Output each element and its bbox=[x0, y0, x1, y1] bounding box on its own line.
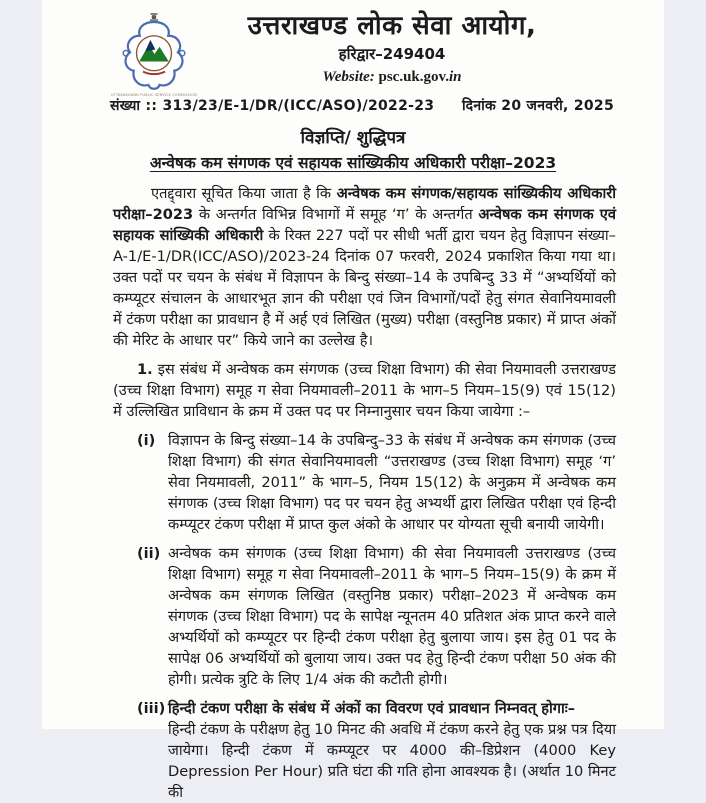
paragraph-1-number: 1. bbox=[137, 361, 153, 378]
emblem-inner-ring bbox=[137, 36, 172, 71]
list-item-ii bbox=[113, 543, 616, 690]
org-name: उत्तराखण्ड लोक सेवा आयोग, bbox=[247, 11, 537, 41]
numbered-paragraph-1 bbox=[113, 359, 616, 422]
website-url-suffix: in bbox=[448, 69, 462, 85]
commission-emblem-icon bbox=[108, 10, 200, 102]
list-item-ii-marker: (ii) bbox=[137, 545, 161, 562]
list-item-iii-text: हिन्दी टंकण के परीक्षण हेतु 10 मिनट की अवधि में टंकण करने हेतु एक प्रश्न पत्र दिया जायेगा। हिन्दी टंकण में कम्प्यूटर पर 4000 की–डिप्रेशन (4000 Key Depression Per Hour) प्रति घंटा की गति होना आवश्यक है। (अर्थात 10 मिनट की bbox=[168, 721, 616, 801]
website-url: psc.uk.gov. bbox=[378, 69, 449, 85]
doc-type-heading: विज्ञप्ति/ शुद्धिपत्र bbox=[300, 128, 406, 148]
list-item-iii bbox=[113, 698, 616, 803]
website-label: Website: bbox=[322, 69, 375, 85]
emblem-caption: UTTARAKHAND PUBLIC SERVICE COMMISSION bbox=[111, 93, 197, 98]
list-item-iii-heading: हिन्दी टंकण परीक्षा के संबंध में अंकों का विवरण एवं प्रावधान निम्नवत् होगाः– bbox=[168, 700, 576, 717]
commission-emblem bbox=[108, 10, 200, 102]
ref-label: संख्या :: bbox=[110, 98, 158, 114]
paragraph-1-text: इस संबंध में अन्वेषक कम संगणक (उच्च शिक्षा विभाग) की सेवा नियमावली उत्तराखण्ड (उच्च शिक्षा विभाग) समूह ग सेवा नियमावली–2011 के भाग–5 नियम–15(9) एवं 15(12) में उल्लिखित प्राविधान के क्रम में उक्त पद पर निम्नानुसार चयन किया जायेगा :– bbox=[113, 361, 616, 420]
document-page bbox=[42, 0, 664, 801]
intro-paragraph: एतद्द्वारा सूचित किया जाता है कि अन्वेषक कम संगणक/सहायक सांख्यिकीय अधिकारी परीक्षा–2023 के अन्तर्गत विभिन्न विभागों में समूह ‘ग’ के अन्तर्गत अन्वेषक कम संगणक एवं सहायक सांख्यिकी अधिकारी के रिक्त 227 पदों पर सीधी भर्ती द्वारा चयन हेतु विज्ञापन संख्या–A-1/E-1/DR(ICC/ASO)/2023-24 दिनांक 07 फरवरी, 2024 प्रकाशित किया गया था। उक्त पदों पर चयन के संबंध में विज्ञापन के बिन्दु संख्या–14 के उपबिन्दु 33 में “अभ्यर्थियों को कम्प्यूटर संचालन के आधारभूत ज्ञान की परीक्षा एवं जिन विभागों/पदों हेतु संगत सेवानियमावली में टंकण परीक्षा का प्रावधान है में अर्ह एवं लिखित (मुख्य) परीक्षा (वस्तुनिष्ठ प्रकार) में प्राप्त अंकों की मेरिट के आधार पर” किये जाने का उल्लेख है। bbox=[113, 185, 616, 349]
letterhead bbox=[42, 10, 664, 98]
list-item-ii-text: अन्वेषक कम संगणक (उच्च शिक्षा विभाग) की सेवा नियमावली उत्तराखण्ड (उच्च शिक्षा विभाग) समूह ग सेवा नियमावली–2011 के भाग–5 नियम–15(9) के क्रम में अन्वेषक कम संगणक लिखित (वस्तुनिष्ठ प्रकार) परीक्षा–2023 में अन्वेषक कम संगणक (उच्च शिक्षा विभाग) पद के सापेक्ष न्यूनतम 40 प्रतिशत अंक प्राप्त करने वाले अभ्यर्थियों को कम्प्यूटर पर हिन्दी टंकण परीक्षा हेतु बुलाया जाय। इस हेतु 01 पद के सापेक्ष 06 अभ्यर्थियों को बुलाया जाय। उक्त पद हेतु हिन्दी टंकण परीक्षा 50 अंक की होगी। प्रत्येक त्रुटि के लिए 1/4 अंक की कटौती होगी। bbox=[168, 545, 616, 688]
ref-value: 313/23/E-1/DR/(ICC/ASO)/2022-23 bbox=[162, 98, 435, 114]
list-item-i bbox=[113, 430, 616, 535]
document-body bbox=[42, 183, 664, 803]
website-line bbox=[172, 67, 612, 88]
ashoka-capital-icon bbox=[150, 13, 158, 21]
document-date: दिनांक 20 जनवरी, 2025 bbox=[462, 98, 614, 114]
exam-title-heading: अन्वेषक कम संगणक एवं सहायक सांख्यिकीय अधिकारी परीक्षा–2023 bbox=[149, 154, 557, 172]
list-item-i-text: विज्ञापन के बिन्दु संख्या–14 के उपबिन्दु–33 के संबंध में अन्वेषक कम संगणक (उच्च शिक्षा विभाग) की संगत सेवानियमावली “उत्तराखण्ड (उच्च शिक्षा विभाग) समूह ‘ग’ सेवा नियमावली, 2011” के भाग–5, नियम 15(12) के अनुक्रम में अन्वेषक कम संगणक (उच्च शिक्षा विभाग) पद पर चयन हेतु अभ्यर्थी द्वारा लिखित परीक्षा एवं हिन्दी कम्प्यूटर टंकण परीक्षा में प्राप्त कुल अंको के आधार पर योग्यता सूची बनायी जायेगी। bbox=[168, 432, 616, 533]
list-item-i-marker: (i) bbox=[137, 432, 156, 449]
list-item-iii-marker: (iii) bbox=[137, 700, 166, 717]
org-address: हरिद्वार–249404 bbox=[338, 45, 446, 63]
